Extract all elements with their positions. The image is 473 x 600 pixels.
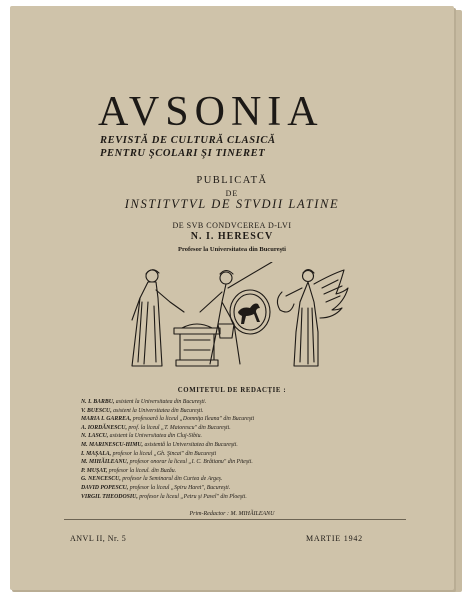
divider [64, 519, 406, 520]
member-name: N. LASCU, [81, 433, 109, 440]
list-item [81, 493, 441, 502]
magazine-subtitle [100, 134, 276, 160]
list-item [81, 415, 441, 424]
member-name: P. MUŞAT, [81, 467, 108, 474]
list-item [81, 467, 441, 476]
member-role: profesor la Seminarul din Curtea de Argeş. [122, 476, 223, 483]
list-item [81, 441, 441, 450]
member-name: G. NENCESCU, [81, 476, 121, 483]
member-role: profesor onorar la liceul „I. C. Brătianu" din Piteşti. [129, 459, 253, 466]
member-role: asistent la Universitatea din Bucureşti. [113, 407, 204, 414]
member-name: M. MARINESCU-HIMU, [81, 441, 144, 448]
institute-name: INSTITVTVL DE STVDII LATINE [124, 197, 340, 211]
member-role: asistentă la Universitatea din Bucureşti. [144, 441, 238, 448]
member-role: asistent la Universitatea din Bucureşti. [115, 399, 207, 405]
list-item [81, 407, 441, 416]
list-item [81, 450, 441, 459]
member-role: profesor la liceul „Gh. Şincai" din Bucureşti [112, 450, 217, 457]
member-name: VIRGIL THEODOSIU, [81, 493, 138, 500]
editor-name: N. I. HERESCV [190, 231, 274, 242]
list-item [81, 475, 441, 484]
issue-date: MARTIE 1942 [306, 534, 363, 543]
member-role: profesor la liceul „Spiru Haret", Bucureşti. [129, 484, 231, 491]
direction-label: DE SVB CONDVCEREA D-LVI [172, 221, 292, 230]
member-role: profesor la liceul. din Buzău. [108, 467, 177, 474]
published-label: PUBLICATĂ [196, 175, 268, 186]
member-name: N. I. BARBU, [81, 399, 115, 405]
issue-volume: ANVL II, Nr. 5 [70, 534, 127, 543]
member-role: asistent la Universitatea din Cluj-Sibiu. [109, 433, 202, 440]
magazine-title: AVSONIA [98, 89, 324, 135]
editor-role: Profesor la Universitatea din Bucureşti [178, 246, 286, 253]
member-name: M. MIHĂILEANU, [81, 459, 129, 466]
committee-list [81, 398, 441, 501]
member-role: prof. la liceul „T. Maiorescu" din Bucureşti. [128, 424, 231, 431]
subtitle-line-1: REVISTĂ DE CULTURĂ CLASICĂ [100, 135, 276, 146]
member-name: MARIA I. GARREA, [81, 416, 132, 423]
member-name: DAVID POPESCU, [81, 484, 129, 491]
member-name: I. MAŞALA, [81, 450, 112, 457]
list-item [81, 458, 441, 467]
by-label: DE [225, 189, 239, 198]
list-item [81, 432, 441, 441]
member-role: profesor la liceul „Petru şi Pavel" din Ploeşti. [139, 493, 247, 500]
greek-vase-illustration [122, 262, 354, 380]
list-item [81, 484, 441, 493]
list-item [81, 398, 441, 407]
member-role: profesoară la liceul „Domniţa Ileana" din Bucureşti [132, 416, 255, 423]
member-name: A. IORDĂNESCU, [81, 424, 127, 431]
list-item [81, 424, 441, 433]
member-name: V. BUESCU, [81, 407, 112, 414]
prim-redactor: Prim-Redactor : M. MIHĂILEANU [189, 511, 275, 517]
magazine-cover [10, 6, 454, 590]
subtitle-line-2: PENTRU ŞCOLARI ŞI TINERET [100, 148, 266, 159]
committee-heading: COMITETUL DE REDACŢIE : [177, 387, 287, 394]
